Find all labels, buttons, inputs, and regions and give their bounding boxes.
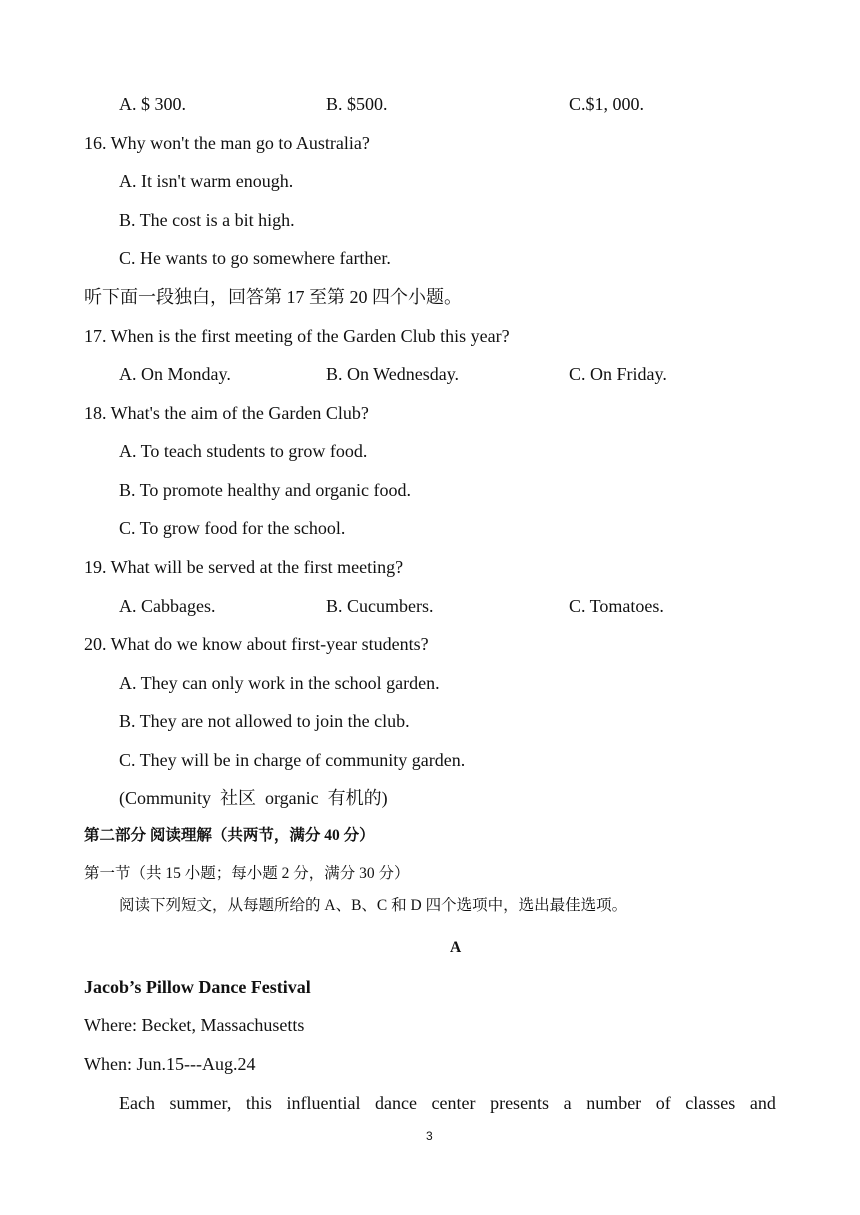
instruction-17-20: 听下面一段独白，回答第 17 至第 20 四个小题。 (84, 287, 462, 307)
body-word: center (431, 1093, 476, 1113)
q18-option-a: A. To teach students to grow food. (119, 441, 368, 461)
q20-option-a: A. They can only work in the school garden. (119, 673, 440, 693)
section1-instruction: 阅读下列短文，从每题所给的 A、B、C 和 D 四个选项中，选出最佳选项。 (119, 897, 628, 914)
body-word: of (655, 1093, 671, 1113)
q19-option-a: A. Cabbages. (119, 596, 216, 616)
body-word: classes (685, 1093, 736, 1113)
body-word: this (245, 1093, 272, 1113)
q16-option-b: B. The cost is a bit high. (119, 210, 295, 230)
q16-option-c: C. He wants to go somewhere farther. (119, 248, 391, 268)
q15-option-a: A. $ 300. (119, 94, 186, 114)
passage-title: Jacob’s Pillow Dance Festival (84, 977, 311, 997)
q17-option-b: B. On Wednesday. (326, 364, 460, 384)
body-word: and (749, 1093, 776, 1113)
passage-letter: A (450, 939, 462, 956)
body-word: number (586, 1093, 642, 1113)
q19-option-b: B. Cucumbers. (326, 596, 434, 616)
glossary-note: (Community 社区 organic 有机的) (119, 788, 388, 808)
passage-where: Where: Becket, Massachusetts (84, 1015, 305, 1035)
q20-option-b: B. They are not allowed to join the club. (119, 711, 410, 731)
q17-option-a: A. On Monday. (119, 364, 231, 384)
q18-stem: 18. What's the aim of the Garden Club? (84, 403, 369, 423)
part2-heading: 第二部分 阅读理解（共两节，满分 40 分） (84, 827, 375, 844)
q16-option-a: A. It isn't warm enough. (119, 171, 294, 191)
body-word: presents (490, 1093, 550, 1113)
q19-option-c: C. Tomatoes. (569, 596, 664, 616)
q17-option-c: C. On Friday. (569, 364, 667, 384)
q19-stem: 19. What will be served at the first meeting? (84, 557, 404, 577)
passage-body-line (119, 1094, 776, 1112)
q15-option-b: B. $500. (326, 94, 388, 114)
page-number: 3 (426, 1129, 433, 1143)
q15-option-c: C.$1, 000. (569, 94, 645, 114)
body-word: dance (375, 1093, 417, 1113)
body-word: a (563, 1093, 572, 1113)
q18-option-c: C. To grow food for the school. (119, 518, 346, 538)
q18-option-b: B. To promote healthy and organic food. (119, 480, 412, 500)
q20-option-c: C. They will be in charge of community garden. (119, 750, 466, 770)
body-word: summer, (169, 1093, 232, 1113)
body-word: influential (286, 1093, 361, 1113)
body-word: Each (119, 1093, 155, 1113)
q20-stem: 20. What do we know about first-year students? (84, 634, 429, 654)
passage-when: When: Jun.15---Aug.24 (84, 1054, 256, 1074)
q16-stem: 16. Why won't the man go to Australia? (84, 133, 370, 153)
section1-heading: 第一节（共 15 小题；每小题 2 分，满分 30 分） (84, 865, 410, 882)
q17-stem: 17. When is the first meeting of the Garden Club this year? (84, 326, 510, 346)
